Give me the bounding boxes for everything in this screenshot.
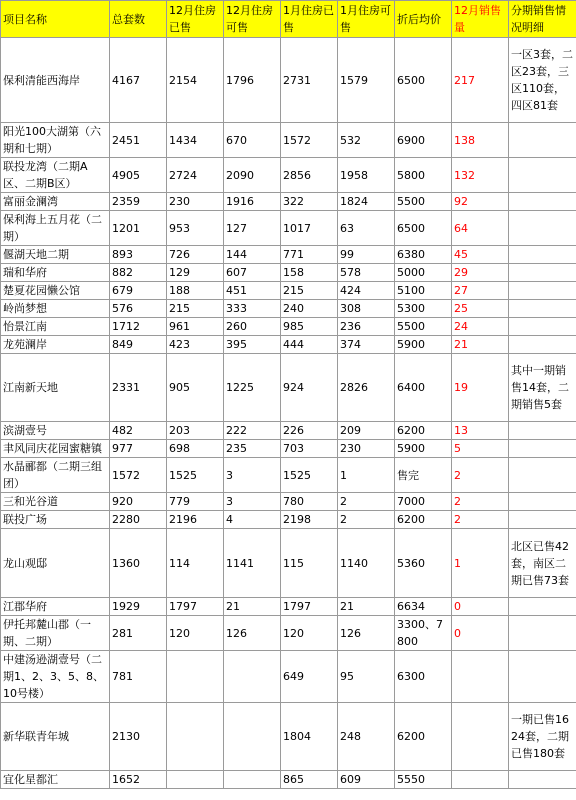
dec-available-cell: 235 [224, 440, 281, 458]
table-row [1, 771, 576, 789]
dec-sales-volume-cell: 27 [452, 282, 509, 300]
phase-details-cell: 北区已售42套，南区二期已售73套 [509, 529, 576, 598]
jan-available-cell: 230 [338, 440, 395, 458]
dec-sales-volume-cell: 2 [452, 511, 509, 529]
dec-sales-volume-cell: 13 [452, 422, 509, 440]
table-row [1, 158, 576, 193]
jan-available-cell: 99 [338, 246, 395, 264]
jan-sold-cell: 2731 [281, 38, 338, 123]
project-name-cell: 江郡华府 [1, 598, 110, 616]
dec-sold-cell: 905 [167, 354, 224, 422]
dec-sales-volume-cell [452, 771, 509, 789]
jan-available-cell: 1958 [338, 158, 395, 193]
dec-sales-volume-cell: 29 [452, 264, 509, 282]
dec-sold-cell: 215 [167, 300, 224, 318]
project-name-cell: 瑞和华府 [1, 264, 110, 282]
dec-available-cell: 222 [224, 422, 281, 440]
jan-available-cell: 126 [338, 616, 395, 651]
phase-details-cell: 其中一期销售14套，二期销售5套 [509, 354, 576, 422]
col-header-total-units: 总套数 [110, 1, 167, 38]
jan-sold-cell: 322 [281, 193, 338, 211]
dec-available-cell: 2090 [224, 158, 281, 193]
table-row [1, 354, 576, 422]
project-name-cell: 伊托邦麓山郡（一期、二期） [1, 616, 110, 651]
jan-sold-cell: 226 [281, 422, 338, 440]
phase-details-cell [509, 651, 576, 703]
jan-available-cell: 1579 [338, 38, 395, 123]
dec-sales-volume-cell [452, 703, 509, 771]
avg-price-cell: 6500 [395, 211, 452, 246]
project-name-cell: 联投广场 [1, 511, 110, 529]
dec-available-cell: 3 [224, 458, 281, 493]
avg-price-cell: 7000 [395, 493, 452, 511]
phase-details-cell: 一期已售1624套，二期已售180套 [509, 703, 576, 771]
total-units-cell: 1201 [110, 211, 167, 246]
phase-details-cell [509, 282, 576, 300]
phase-details-cell [509, 422, 576, 440]
dec-available-cell: 1225 [224, 354, 281, 422]
total-units-cell: 281 [110, 616, 167, 651]
dec-sales-volume-cell: 1 [452, 529, 509, 598]
avg-price-cell: 5800 [395, 158, 452, 193]
jan-sold-cell: 985 [281, 318, 338, 336]
dec-available-cell: 127 [224, 211, 281, 246]
avg-price-cell: 6500 [395, 38, 452, 123]
col-header-dec-sales-volume: 12月销售量 [452, 1, 509, 38]
total-units-cell: 1572 [110, 458, 167, 493]
dec-available-cell: 144 [224, 246, 281, 264]
jan-sold-cell: 158 [281, 264, 338, 282]
dec-sold-cell: 2154 [167, 38, 224, 123]
phase-details-cell [509, 123, 576, 158]
dec-sold-cell: 953 [167, 211, 224, 246]
dec-sold-cell: 423 [167, 336, 224, 354]
jan-sold-cell: 865 [281, 771, 338, 789]
avg-price-cell: 6200 [395, 511, 452, 529]
jan-sold-cell: 703 [281, 440, 338, 458]
dec-sold-cell: 1434 [167, 123, 224, 158]
dec-sold-cell: 129 [167, 264, 224, 282]
project-name-cell: 保利清能西海岸 [1, 38, 110, 123]
dec-sold-cell [167, 703, 224, 771]
jan-sold-cell: 771 [281, 246, 338, 264]
total-units-cell: 2331 [110, 354, 167, 422]
avg-price-cell: 5100 [395, 282, 452, 300]
jan-available-cell: 21 [338, 598, 395, 616]
project-name-cell: 水晶郦都（二期三组团） [1, 458, 110, 493]
jan-available-cell: 2826 [338, 354, 395, 422]
dec-sales-volume-cell: 92 [452, 193, 509, 211]
dec-sold-cell: 114 [167, 529, 224, 598]
jan-available-cell: 209 [338, 422, 395, 440]
col-header-dec-available: 12月住房可售 [224, 1, 281, 38]
table-row [1, 318, 576, 336]
table-body [1, 38, 576, 789]
dec-sales-volume-cell: 19 [452, 354, 509, 422]
dec-available-cell: 451 [224, 282, 281, 300]
avg-price-cell: 5550 [395, 771, 452, 789]
table-row [1, 458, 576, 493]
phase-details-cell: 一区3套，二区23套，三区110套，四区81套 [509, 38, 576, 123]
col-header-project-name: 项目名称 [1, 1, 110, 38]
jan-available-cell: 532 [338, 123, 395, 158]
dec-available-cell: 333 [224, 300, 281, 318]
phase-details-cell [509, 336, 576, 354]
dec-sold-cell: 120 [167, 616, 224, 651]
jan-sold-cell: 1525 [281, 458, 338, 493]
avg-price-cell: 售完 [395, 458, 452, 493]
dec-sold-cell: 726 [167, 246, 224, 264]
table-row [1, 211, 576, 246]
phase-details-cell [509, 616, 576, 651]
avg-price-cell: 5500 [395, 193, 452, 211]
dec-available-cell [224, 703, 281, 771]
jan-sold-cell: 2198 [281, 511, 338, 529]
phase-details-cell [509, 771, 576, 789]
project-name-cell: 阳光100大湖第（六期和七期） [1, 123, 110, 158]
project-name-cell: 联投龙湾（二期A区、二期B区） [1, 158, 110, 193]
project-name-cell: 宜化星都汇 [1, 771, 110, 789]
dec-available-cell: 3 [224, 493, 281, 511]
table-row [1, 300, 576, 318]
jan-available-cell: 308 [338, 300, 395, 318]
total-units-cell: 882 [110, 264, 167, 282]
jan-sold-cell: 120 [281, 616, 338, 651]
total-units-cell: 849 [110, 336, 167, 354]
dec-sold-cell: 2196 [167, 511, 224, 529]
col-header-phase-details: 分期销售情况明细 [509, 1, 576, 38]
phase-details-cell [509, 458, 576, 493]
jan-available-cell: 95 [338, 651, 395, 703]
total-units-cell: 1712 [110, 318, 167, 336]
dec-sales-volume-cell: 138 [452, 123, 509, 158]
dec-sold-cell [167, 771, 224, 789]
dec-available-cell: 260 [224, 318, 281, 336]
phase-details-cell [509, 246, 576, 264]
total-units-cell: 1360 [110, 529, 167, 598]
total-units-cell: 781 [110, 651, 167, 703]
avg-price-cell: 5000 [395, 264, 452, 282]
avg-price-cell: 6634 [395, 598, 452, 616]
jan-available-cell: 63 [338, 211, 395, 246]
dec-sold-cell: 188 [167, 282, 224, 300]
dec-sold-cell: 1797 [167, 598, 224, 616]
total-units-cell: 2451 [110, 123, 167, 158]
total-units-cell: 1652 [110, 771, 167, 789]
dec-sales-volume-cell: 5 [452, 440, 509, 458]
dec-available-cell: 126 [224, 616, 281, 651]
total-units-cell: 893 [110, 246, 167, 264]
phase-details-cell [509, 598, 576, 616]
avg-price-cell: 6380 [395, 246, 452, 264]
project-name-cell: 江南新天地 [1, 354, 110, 422]
total-units-cell: 482 [110, 422, 167, 440]
col-header-jan-sold: 1月住房已售 [281, 1, 338, 38]
total-units-cell: 2130 [110, 703, 167, 771]
jan-available-cell: 1824 [338, 193, 395, 211]
jan-sold-cell: 1804 [281, 703, 338, 771]
table-row [1, 193, 576, 211]
dec-available-cell [224, 771, 281, 789]
jan-sold-cell: 215 [281, 282, 338, 300]
project-name-cell: 怡景江南 [1, 318, 110, 336]
phase-details-cell [509, 300, 576, 318]
jan-available-cell: 609 [338, 771, 395, 789]
phase-details-cell [509, 493, 576, 511]
jan-available-cell: 248 [338, 703, 395, 771]
total-units-cell: 576 [110, 300, 167, 318]
table-row [1, 282, 576, 300]
avg-price-cell: 5900 [395, 440, 452, 458]
dec-sales-volume-cell: 25 [452, 300, 509, 318]
dec-sold-cell: 698 [167, 440, 224, 458]
dec-sales-volume-cell [452, 651, 509, 703]
dec-sales-volume-cell: 21 [452, 336, 509, 354]
phase-details-cell [509, 440, 576, 458]
total-units-cell: 2280 [110, 511, 167, 529]
dec-sold-cell: 1525 [167, 458, 224, 493]
avg-price-cell: 6300 [395, 651, 452, 703]
project-name-cell: 岭尚梦想 [1, 300, 110, 318]
dec-sales-volume-cell: 2 [452, 458, 509, 493]
jan-sold-cell: 115 [281, 529, 338, 598]
total-units-cell: 4905 [110, 158, 167, 193]
project-name-cell: 龙苑澜岸 [1, 336, 110, 354]
table-row [1, 493, 576, 511]
dec-available-cell: 395 [224, 336, 281, 354]
jan-sold-cell: 444 [281, 336, 338, 354]
table-row [1, 616, 576, 651]
project-name-cell: 新华联青年城 [1, 703, 110, 771]
dec-sales-volume-cell: 0 [452, 616, 509, 651]
phase-details-cell [509, 511, 576, 529]
phase-details-cell [509, 193, 576, 211]
total-units-cell: 2359 [110, 193, 167, 211]
table-row [1, 336, 576, 354]
dec-available-cell: 4 [224, 511, 281, 529]
avg-price-cell: 6200 [395, 422, 452, 440]
dec-available-cell: 670 [224, 123, 281, 158]
jan-available-cell: 424 [338, 282, 395, 300]
dec-sold-cell: 779 [167, 493, 224, 511]
jan-sold-cell: 649 [281, 651, 338, 703]
jan-sold-cell: 1797 [281, 598, 338, 616]
jan-available-cell: 374 [338, 336, 395, 354]
jan-available-cell: 578 [338, 264, 395, 282]
project-name-cell: 滨湖壹号 [1, 422, 110, 440]
table-row [1, 38, 576, 123]
jan-available-cell: 1140 [338, 529, 395, 598]
total-units-cell: 679 [110, 282, 167, 300]
project-name-cell: 三和光谷道 [1, 493, 110, 511]
dec-sales-volume-cell: 64 [452, 211, 509, 246]
table-row [1, 598, 576, 616]
jan-sold-cell: 924 [281, 354, 338, 422]
header-row [1, 1, 576, 38]
avg-price-cell: 5900 [395, 336, 452, 354]
avg-price-cell: 6200 [395, 703, 452, 771]
jan-sold-cell: 780 [281, 493, 338, 511]
project-name-cell: 偃湖天地二期 [1, 246, 110, 264]
dec-sales-volume-cell: 132 [452, 158, 509, 193]
dec-available-cell [224, 651, 281, 703]
dec-sales-volume-cell: 0 [452, 598, 509, 616]
table-row [1, 511, 576, 529]
avg-price-cell: 6400 [395, 354, 452, 422]
total-units-cell: 4167 [110, 38, 167, 123]
avg-price-cell: 5300 [395, 300, 452, 318]
project-name-cell: 保利海上五月花（二期） [1, 211, 110, 246]
jan-available-cell: 2 [338, 511, 395, 529]
table-row [1, 246, 576, 264]
phase-details-cell [509, 318, 576, 336]
dec-available-cell: 1916 [224, 193, 281, 211]
dec-sales-volume-cell: 45 [452, 246, 509, 264]
phase-details-cell [509, 264, 576, 282]
dec-sold-cell [167, 651, 224, 703]
dec-sold-cell: 230 [167, 193, 224, 211]
project-name-cell: 中建汤逊湖壹号（二期1、2、3、5、8、10号楼） [1, 651, 110, 703]
total-units-cell: 977 [110, 440, 167, 458]
table-row [1, 422, 576, 440]
table-row [1, 264, 576, 282]
dec-sold-cell: 2724 [167, 158, 224, 193]
table-row [1, 123, 576, 158]
project-name-cell: 楚夏花园懒公馆 [1, 282, 110, 300]
table-row [1, 440, 576, 458]
dec-sold-cell: 203 [167, 422, 224, 440]
total-units-cell: 920 [110, 493, 167, 511]
avg-price-cell: 5500 [395, 318, 452, 336]
dec-available-cell: 21 [224, 598, 281, 616]
table-row [1, 529, 576, 598]
dec-sold-cell: 961 [167, 318, 224, 336]
dec-sales-volume-cell: 2 [452, 493, 509, 511]
jan-sold-cell: 1572 [281, 123, 338, 158]
project-name-cell: 富丽金澜湾 [1, 193, 110, 211]
dec-available-cell: 1141 [224, 529, 281, 598]
jan-sold-cell: 240 [281, 300, 338, 318]
dec-sales-volume-cell: 24 [452, 318, 509, 336]
jan-sold-cell: 1017 [281, 211, 338, 246]
dec-available-cell: 607 [224, 264, 281, 282]
dec-sales-volume-cell: 217 [452, 38, 509, 123]
phase-details-cell [509, 211, 576, 246]
project-name-cell: 聿风同庆花园蜜糖镇 [1, 440, 110, 458]
col-header-dec-sold: 12月住房已售 [167, 1, 224, 38]
avg-price-cell: 6900 [395, 123, 452, 158]
phase-details-cell [509, 158, 576, 193]
col-header-avg-price: 折后均价 [395, 1, 452, 38]
jan-available-cell: 1 [338, 458, 395, 493]
project-name-cell: 龙山观邸 [1, 529, 110, 598]
jan-available-cell: 236 [338, 318, 395, 336]
total-units-cell: 1929 [110, 598, 167, 616]
avg-price-cell: 5360 [395, 529, 452, 598]
jan-available-cell: 2 [338, 493, 395, 511]
dec-available-cell: 1796 [224, 38, 281, 123]
avg-price-cell: 3300、7800 [395, 616, 452, 651]
col-header-jan-available: 1月住房可售 [338, 1, 395, 38]
jan-sold-cell: 2856 [281, 158, 338, 193]
table-row [1, 703, 576, 771]
table-row [1, 651, 576, 703]
